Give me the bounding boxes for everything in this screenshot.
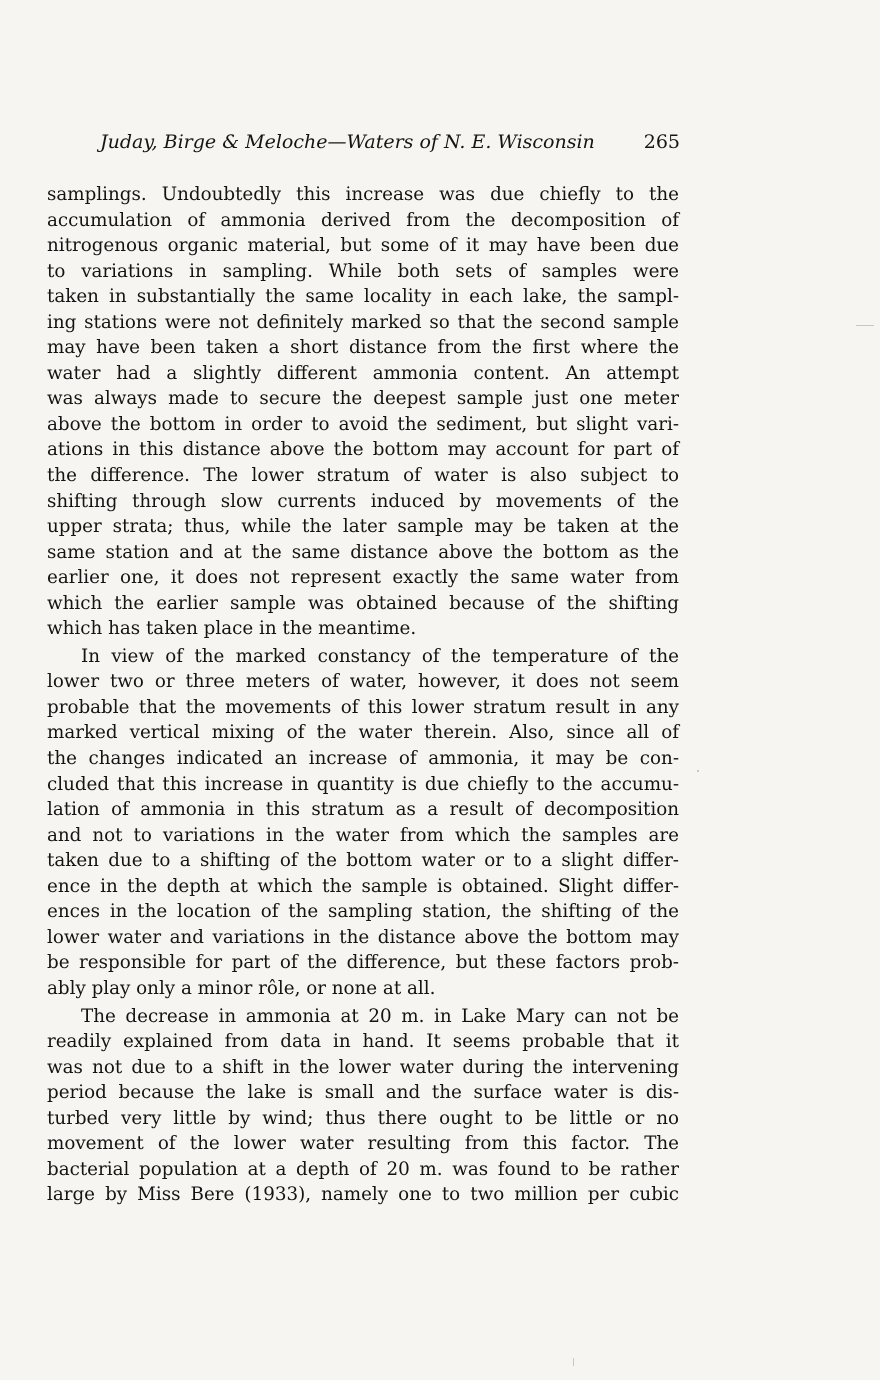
text-line: upper strata; thus, while the later sample may be taken at the xyxy=(47,516,679,538)
text-line: which the earlier sample was obtained because of the shifting xyxy=(47,592,679,614)
text-line: the changes indicated an increase of ammonia, it may be con- xyxy=(47,748,679,770)
text-line: samplings. Undoubtedly this increase was due chiefly to the xyxy=(47,184,679,205)
scan-speck xyxy=(856,325,874,326)
text-line: In view of the marked constancy of the temperature of the xyxy=(81,645,679,667)
text-line: ably play only a minor rôle, or none at all. xyxy=(47,977,436,999)
text-line: period because the lake is small and the surface water is dis- xyxy=(47,1082,679,1104)
text-line: be responsible for part of the difference, but these factors prob- xyxy=(47,952,679,974)
paragraph-1 xyxy=(47,182,679,642)
running-head xyxy=(100,131,680,159)
text-line: lation of ammonia in this stratum as a result of decomposition xyxy=(47,799,679,821)
text-line: above the bottom in order to avoid the sediment, but slight vari- xyxy=(47,413,679,435)
text-line: lower water and variations in the distance above the bottom may xyxy=(47,926,679,948)
text-line: nitrogenous organic material, but some of it may have been due xyxy=(47,235,679,257)
text-line: ence in the depth at which the sample is obtained. Slight differ- xyxy=(47,875,679,897)
text-line: may have been taken a short distance from the first where the xyxy=(47,337,679,359)
text-line: same station and at the same distance above the bottom as the xyxy=(47,541,679,563)
text-line: lower two or three meters of water, however, it does not seem xyxy=(47,671,679,693)
text-line: water had a slightly different ammonia content. An attempt xyxy=(47,362,679,384)
text-line: readily explained from data in hand. It seems probable that it xyxy=(47,1031,679,1053)
text-line: accumulation of ammonia derived from the decomposition of xyxy=(47,209,679,231)
running-head-title: Juday, Birge & Meloche—Waters of N. E. Wisconsin xyxy=(100,131,595,153)
paragraph-2 xyxy=(47,644,679,1002)
text-line: taken due to a shifting of the bottom water or to a slight differ- xyxy=(47,850,679,872)
text-line: large by Miss Bere (1933), namely one to two million per cubic xyxy=(47,1184,679,1206)
text-line: the difference. The lower stratum of water is also subject to xyxy=(47,465,679,487)
body-text xyxy=(47,182,679,1208)
text-line: ences in the location of the sampling station, the shifting of the xyxy=(47,901,679,923)
text-line: cluded that this increase in quantity is due chiefly to the accumu- xyxy=(47,773,679,795)
text-line: ing stations were not definitely marked so that the second sample xyxy=(47,311,679,333)
text-line: taken in substantially the same locality in each lake, the sampl- xyxy=(47,286,679,308)
text-line: movement of the lower water resulting from this factor. The xyxy=(47,1133,679,1155)
text-line: ations in this distance above the bottom may account for part of xyxy=(47,439,679,461)
text-line: bacterial population at a depth of 20 m. was found to be rather xyxy=(47,1158,679,1180)
text-line: was not due to a shift in the lower water during the intervening xyxy=(47,1056,679,1078)
text-line: to variations in sampling. While both sets of samples were xyxy=(47,260,679,282)
text-line: which has taken place in the meantime. xyxy=(47,618,417,640)
scan-speck xyxy=(573,1358,574,1366)
paragraph-3 xyxy=(47,1004,679,1208)
text-line: The decrease in ammonia at 20 m. in Lake Mary can not be xyxy=(81,1005,679,1027)
text-line: and not to variations in the water from which the samples are xyxy=(47,824,679,846)
text-line: marked vertical mixing of the water therein. Also, since all of xyxy=(47,722,679,744)
text-line: shifting through slow currents induced by movements of the xyxy=(47,490,679,512)
scan-speck xyxy=(697,770,699,772)
page-number: 265 xyxy=(643,131,680,153)
text-line: turbed very little by wind; thus there ought to be little or no xyxy=(47,1107,679,1129)
text-line: earlier one, it does not represent exactly the same water from xyxy=(47,567,679,589)
text-line: probable that the movements of this lower stratum result in any xyxy=(47,696,679,718)
text-line: was always made to secure the deepest sample just one meter xyxy=(47,388,679,410)
